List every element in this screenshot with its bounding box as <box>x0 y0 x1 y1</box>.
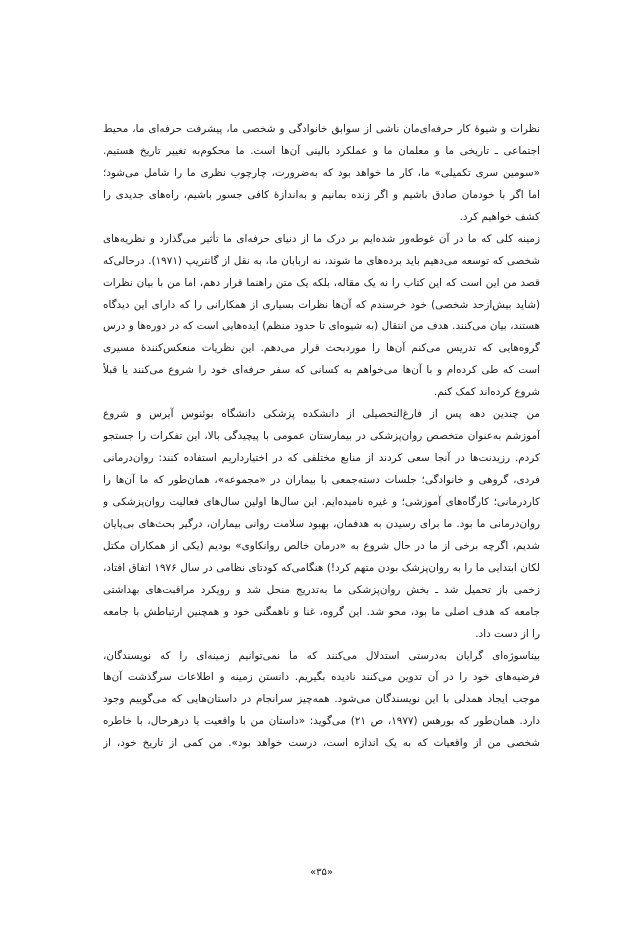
text-line: زمینه کلی که ما در آن غوطه‌ور شده‌ایم بر درک ما از دنیای حرفه‌ای ما تأثیر می‌گذارد و نظریه‌های <box>103 232 540 245</box>
text-line: را از دست داد. <box>475 627 540 640</box>
paragraph-3 <box>103 404 540 645</box>
paragraph-2 <box>103 229 540 405</box>
text-line: نظرات و شیوۀ کار حرفه‌ای‌مان ناشی از سوابق خانوادگی و شخصی ما، پیشرفت حرفه‌ای ما، محیط <box>103 123 540 135</box>
body-text <box>103 119 540 755</box>
text-line: قصد من این است که این کتاب را نه یک مقاله، بلکه یک متن راهنما قرار دهم، اما من با بیان نظرات <box>103 276 540 289</box>
text-line: شخصی من از واقعیات که به یک اندازه است، درست خواهد بود». من کمی از تاریخ خود، از <box>103 737 540 750</box>
text-line: کردم. رزیدنت‌ها در آنجا سعی کردند از منابع مختلفی که در اختیارداریم استفاده کنند: روان‌درمانی <box>103 452 540 465</box>
text-line: روان‌درمانی ما بود. ما برای رسیدن به هدفمان، بهبود سلامت روانی بیماران، درگیر بحث‌های بی‌پایان <box>103 517 540 530</box>
text-line: موجب ایجاد همدلی با این نویسندگان می‌شود. همه‌چیز سرانجام در داستان‌هایی که می‌گوییم وجود <box>103 693 540 706</box>
text-line: گروه‌هایی که تدریس می‌کنم آن‌ها را موردبحث قرار می‌دهم. این نظریات منعکس‌کنندۀ مسیری <box>103 342 540 355</box>
text-line: دارد. همان‌طور که بورهس (۱۹۷۷، ص ۲۱) می‌گوید: «داستان من با واقعیت یا درهرحال، با خاطره <box>103 715 540 728</box>
text-line: لکان ابتدایی ما را به روان‌پزشک بودن متهم کرد!) هنگامی‌که کودتای نظامی در سال ۱۹۷۶ اتفاق افتاد، <box>103 561 540 574</box>
text-line: شدیم، اگرچه برخی از ما در حال شروع به «درمان خالص روانکاوی» بودیم (یکی از همکاران مکتل <box>103 539 540 552</box>
text-line: فرضیه‌های خود را در آن تدوین می‌کنند نادیده بگیریم. دانستن زمینه و اطلاعات سرگذشت آن‌ها <box>103 671 540 684</box>
text-line: بیناسوژه‌ای گرایان به‌درستی استدلال می‌کنند که ما نمی‌توانیم زمینه‌ای را که نویسندگان، <box>103 649 540 662</box>
page-number: «۳۵» <box>310 867 333 878</box>
text-line: است که طی کرده‌ام و با آن‌ها می‌خواهم به کسانی که سفر حرفه‌ای خود را شروع می‌کنند یا قبلاً <box>103 364 540 377</box>
text-line: فردی، گروهی و خانوادگی؛ جلسات دسته‌جمعی با بیماران در «مجموعه»، همان‌طور که ما آن‌ها را <box>103 474 540 486</box>
text-line: «سومین سری تکمیلی» ما، کار ما خواهد بود که به‌ضرورت، چارچوب نظری ما را شامل می‌شود؛ <box>103 166 540 179</box>
text-line: (شاید بیش‌ازحد شخصی) خود خرسندم که آن‌ها نظرات بسیاری از همکارانی را که دارای این دیدگاه <box>103 298 540 311</box>
text-line: اجتماعی ـ تاریخی ما و معلمان ما و عملکرد بالینی آن‌ها است. ما محکوم‌به تغییر تاریخ هستیم. <box>103 144 540 157</box>
text-line: آموزشم به‌عنوان متخصص روان‌پزشکی در بیمارستان عمومی با پیچیدگی بالا، این تفکرات را جستجو <box>103 430 540 443</box>
text-line: اما اگر با خودمان صادق باشیم و اگر زنده بمانیم و به‌اندازۀ کافی جسور باشیم، راه‌های جدیدی را <box>103 188 540 201</box>
paragraph-4 <box>103 646 540 756</box>
text-line: شروع کرده‌اند کمک کنم. <box>433 386 540 399</box>
text-line: هستند، بیان می‌کنند. هدف من انتقال (به شیوه‌ای تا حدود منظم) ایده‌هایی است که در دوره‌ها و درس <box>103 320 540 333</box>
text-line: جامعه که هدف اصلی ما بود، محو شد. این گروه، غنا و ناهمگنی خود و همچنین ارتباطش با جامعه <box>103 605 540 618</box>
text-line: کاردرمانی؛ کارگاه‌های آموزشی؛ و غیره نامیده‌ایم. این سال‌ها اولین سال‌های فعالیت روان‌پزشکی و <box>103 495 540 508</box>
text-line: کشف خواهیم کرد. <box>459 210 540 223</box>
text-line: شخصی که توسعه می‌دهیم باید برده‌های ما شوند، نه اربابان ما، به نقل از گانتریپ (۱۹۷۱). درحالی‌که <box>103 254 540 267</box>
text-line: زخمی باز تحمیل شد ـ بخش روان‌پزشکی ما به‌تدریج منحل شد و رویکرد مراقبت‌های بهداشتی <box>103 583 540 596</box>
paragraph-1 <box>103 119 540 229</box>
text-line: من چندین دهه پس از فارغ‌التحصیلی از دانشکده پزشکی دانشگاه بوئنوس آیرس و شروع <box>103 408 540 421</box>
